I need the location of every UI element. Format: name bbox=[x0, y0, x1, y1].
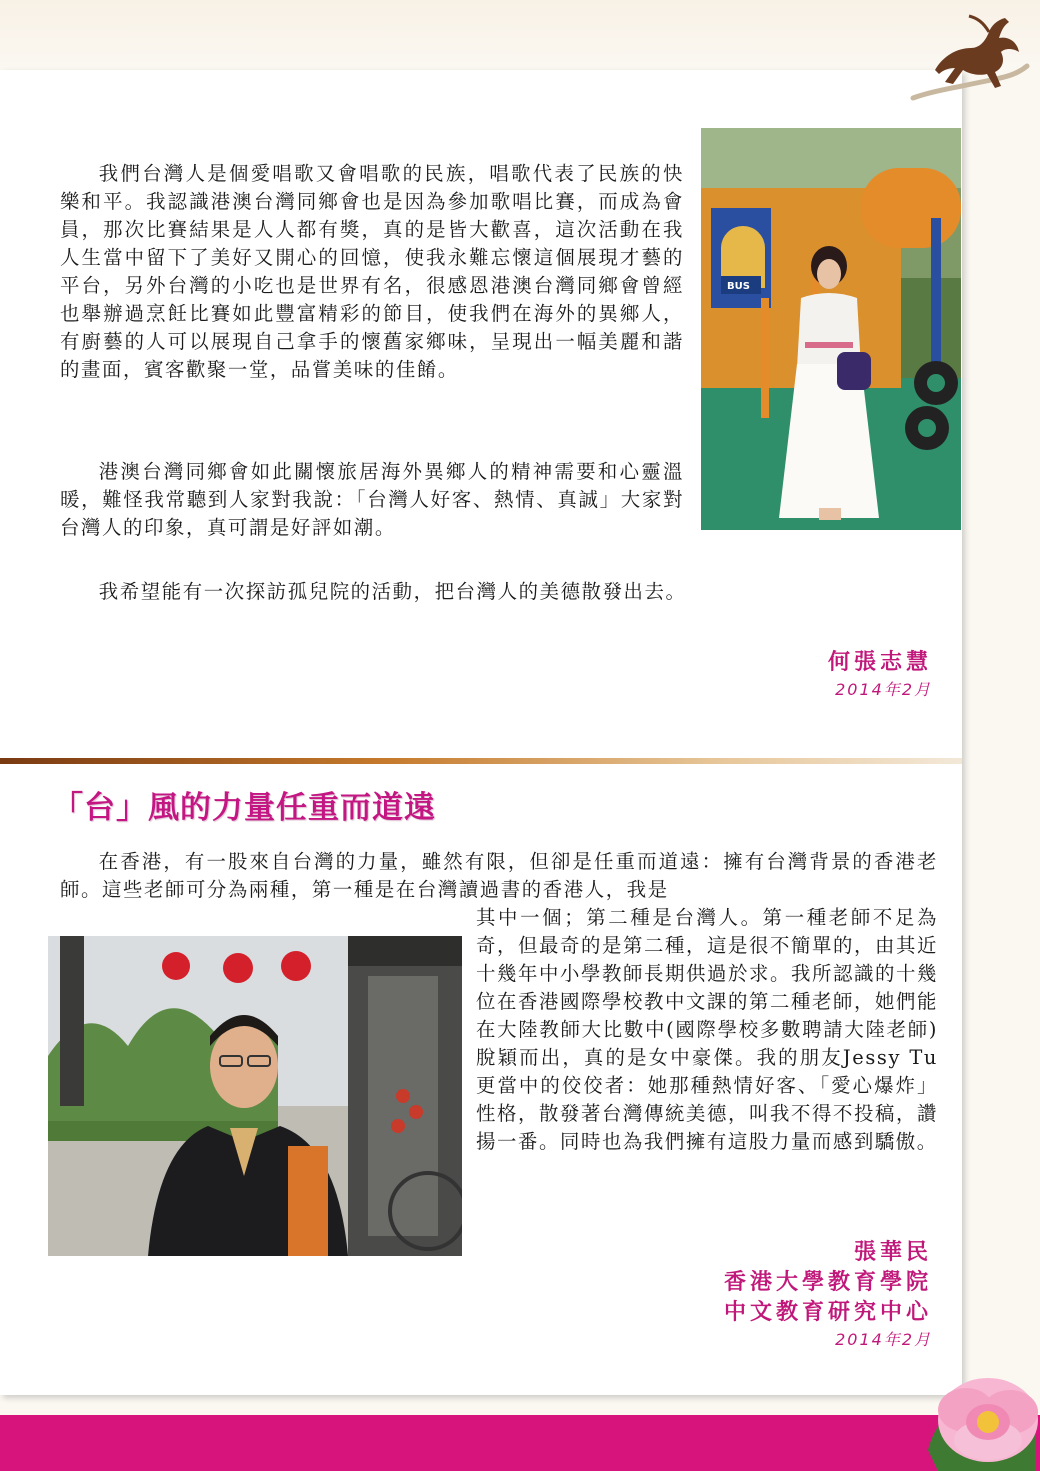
article2-affiliation-1: 香港大學教育學院 bbox=[723, 1270, 932, 1295]
peony-flower-icon bbox=[918, 1340, 1040, 1471]
article2-signature bbox=[724, 1238, 932, 1352]
article2-affiliation-2: 中文教育研究中心 bbox=[723, 1300, 932, 1325]
article1-paragraph-2: 港澳台灣同鄉會如此關懷旅居海外異鄉人的精神需要和心靈溫暖，難怪我常聽到人家對我說：「台灣人好客、熱情、真誠」大家對台灣人的印象，真可謂是好評如潮。 bbox=[60, 460, 684, 539]
article2-date: 2014年2月 bbox=[835, 1330, 932, 1349]
article2-title: 「台」風的力量任重而道遠 bbox=[52, 790, 436, 826]
article2-intro: 在香港，有一股來自台灣的力量，雖然有限，但卻是任重而道遠：擁有台灣背景的香港老師。這些老師可分為兩種，第一種是在台灣讀過書的香港人，我是 bbox=[60, 850, 938, 901]
article1-paragraph-1: 我們台灣人是個愛唱歌又會唱歌的民族，唱歌代表了民族的快樂和平。我認識港澳台灣同鄉會也是因為參加歌唱比賽，而成為會員，那次比賽結果是人人都有獎，真的是皆大歡喜，這次活動在我人生當中留下了美好又開心的回憶，使我永難忘懷這個展現才藝的平台，另外台灣的小吃也是世界有名，很感恩港澳台灣同鄉會曾經也舉辦過烹飪比賽如此豐富精彩的節目，使我們在海外的異鄉人，有廚藝的人可以展現自己拿手的懷舊家鄉味，呈現出一幅美麗和諧的畫面，賓客歡聚一堂，品嘗美味的佳餚。 bbox=[60, 162, 684, 381]
bottom-bar bbox=[0, 1415, 1040, 1471]
article2-author: 張華民 bbox=[853, 1240, 932, 1265]
photo-woman-playground bbox=[701, 128, 961, 530]
photo-man-park bbox=[48, 936, 462, 1256]
bus-sign: BUS bbox=[727, 281, 750, 292]
article1-author: 何張志慧 bbox=[827, 650, 932, 675]
top-band bbox=[0, 0, 1040, 70]
section-divider bbox=[0, 758, 962, 764]
article2-body: 其中一個；第二種是台灣人。第一種老師不足為奇，但最奇的是第二種，這是很不簡單的，由其近十幾年中小學教師長期供過於求。我所認識的十幾位在香港國際學校教中文課的第二種老師，她們能在大陸教師大比數中(國際學校多數聘請大陸老師)脫穎而出，真的是女中豪傑。我的朋友Jessy Tu更當中的佼佼者：她那種熱情好客、「愛心爆炸」性格，散發著台灣傳統美德，叫我不得不投稿，讚揚一番。同時也為我們擁有這股力量而感到驕傲。 bbox=[476, 906, 938, 1153]
horse-logo-icon bbox=[905, 8, 1030, 103]
article1-signature bbox=[828, 648, 932, 702]
article1-date: 2014年2月 bbox=[835, 680, 932, 699]
article1-paragraph-3: 我希望能有一次探訪孤兒院的活動，把台灣人的美德散發出去。 bbox=[98, 580, 687, 603]
